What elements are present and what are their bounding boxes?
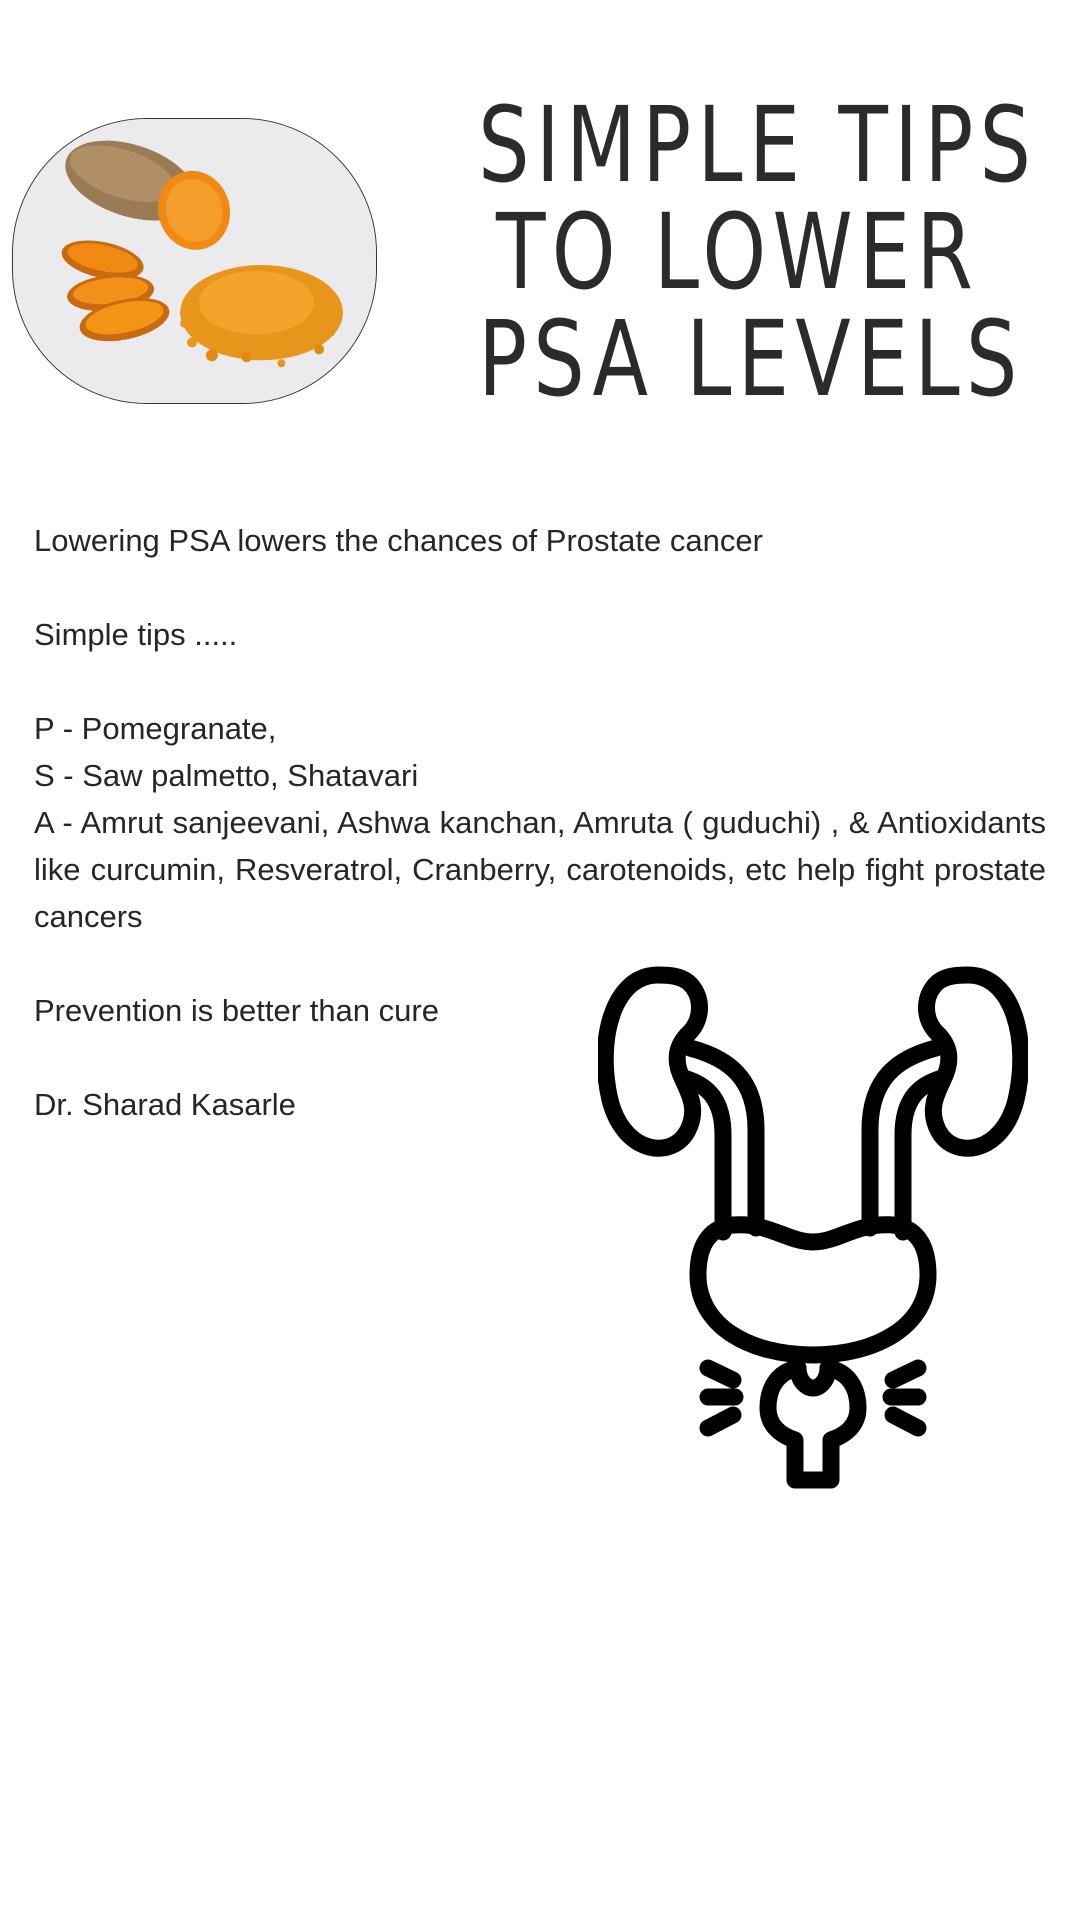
author-signature: Dr. Sharad Kasarle [34, 1087, 296, 1122]
title-line-2: TO LOWER [495, 191, 980, 313]
intro-text: Lowering PSA lowers the chances of Prostate cancer [34, 523, 763, 558]
prevention-text: Prevention is better than cure [34, 993, 439, 1028]
page-title [478, 84, 1038, 420]
turmeric-photo [12, 118, 377, 404]
tips-heading: Simple tips ..... [34, 617, 238, 652]
urinary-system-icon [598, 960, 1028, 1490]
tip-s: S - Saw palmetto, Shatavari [34, 758, 419, 793]
title-line-1: SIMPLE TIPS [478, 84, 1038, 206]
tip-p: P - Pomegranate, [34, 711, 277, 746]
title-line-3: PSA LEVELS [478, 298, 1024, 420]
turmeric-image [13, 119, 376, 403]
tip-a: A - Amrut sanjeevani, Ashwa kanchan, Amruta ( guduchi) , & Antioxidants like curcumin, Resveratrol, Cranberry, carotenoids, etc help fight prostate cancers [34, 805, 1046, 934]
